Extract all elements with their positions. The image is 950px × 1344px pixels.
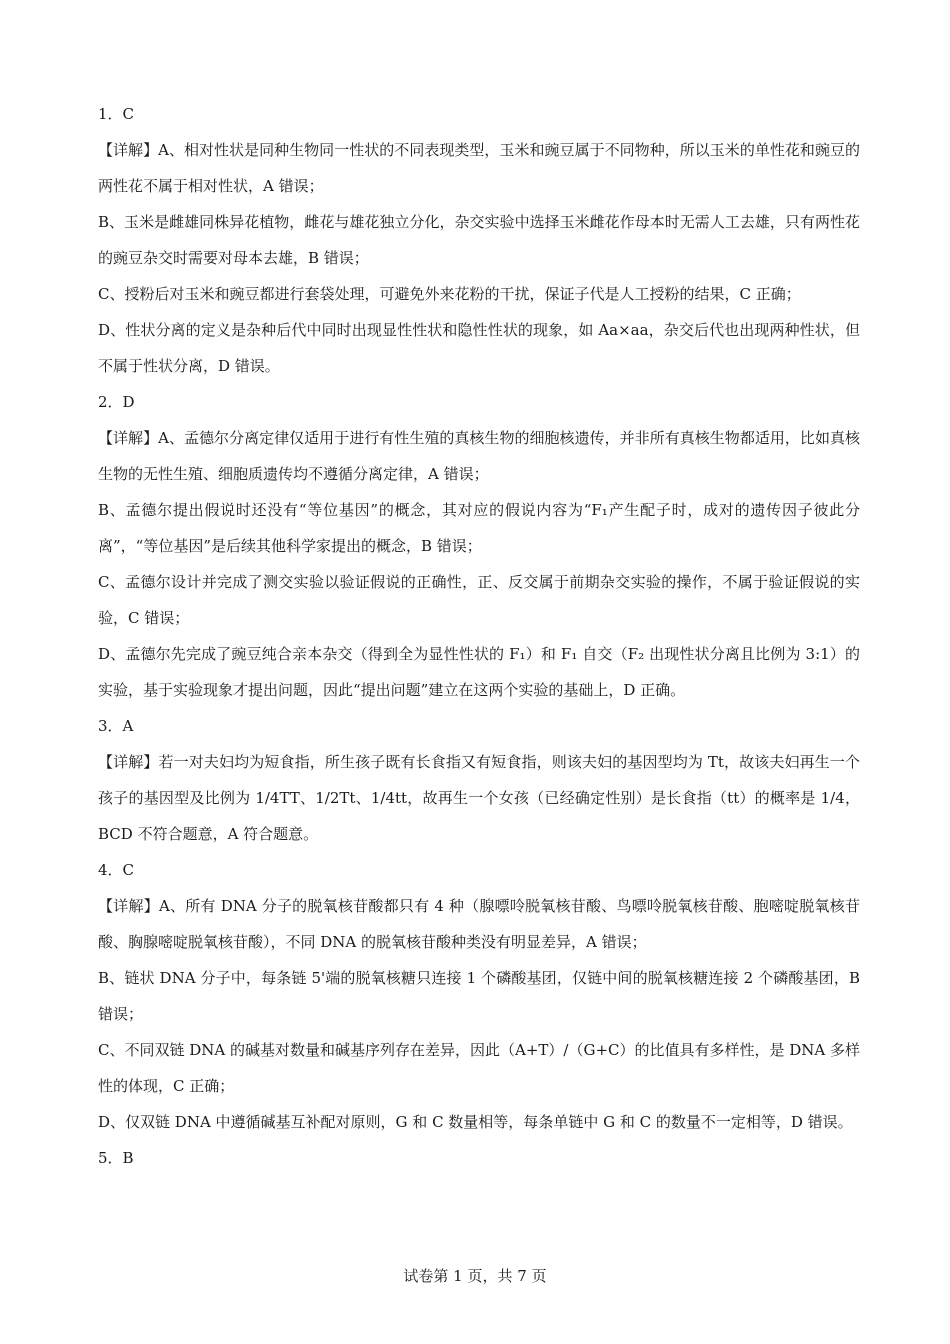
explanation-q4-b: B、链状 DNA 分子中，每条链 5'端的脱氧核糖只连接 1 个磷酸基团，仅链中间的脱氧核糖连接 2 个磷酸基团，B 错误；	[98, 969, 860, 1023]
answer-q3: 3．A	[98, 717, 134, 735]
answer-q5: 5．B	[98, 1149, 134, 1167]
explanation-q4-d: D、仅双链 DNA 中遵循碱基互补配对原则，G 和 C 数量相等，每条单链中 G 和 C 的数量不一定相等，D 错误。	[98, 1113, 853, 1131]
explanation-q1-b: B、玉米是雌雄同株异花植物，雌花与雄花独立分化，杂交实验中选择玉米雌花作母本时无需人工去雄，只有两性花的豌豆杂交时需要对母本去雄，B 错误；	[98, 213, 860, 267]
explanation-q2-c: C、孟德尔设计并完成了测交实验以验证假说的正确性，正、反交属于前期杂交实验的操作，不属于验证假说的实验，C 错误；	[98, 573, 860, 627]
explanation-q1-d: D、性状分离的定义是杂种后代中同时出现显性性状和隐性性状的现象，如 Aa×aa，杂交后代也出现两种性状，但不属于性状分离，D 错误。	[98, 321, 860, 375]
explanation-q3: 【详解】若一对夫妇均为短食指，所生孩子既有长食指又有短食指，则该夫妇的基因型均为 Tt，故该夫妇再生一个孩子的基因型及比例为 1/4TT、1/2Tt、1/4tt，故再生一个女孩（已经确定性别）是长食指（tt）的概率是 1/4，BCD 不符合题意，A 符合题意。	[98, 753, 860, 843]
answer-q2: 2．D	[98, 393, 135, 411]
answer-q4: 4．C	[98, 861, 135, 879]
explanation-q2-b: B、孟德尔提出假说时还没有“等位基因”的概念，其对应的假说内容为“F₁产生配子时，成对的遗传因子彼此分离”，“等位基因”是后续其他科学家提出的概念，B 错误；	[98, 501, 860, 555]
answer-q1: 1．C	[98, 105, 135, 123]
explanation-q2-d: D、孟德尔先完成了豌豆纯合亲本杂交（得到全为显性性状的 F₁）和 F₁ 自交（F₂ 出现性状分离且比例为 3:1）的实验，基于实验现象才提出问题，因此“提出问题”建立在这两个实验的基础上，D 正确。	[98, 645, 860, 699]
explanation-q2-a: 【详解】A、孟德尔分离定律仅适用于进行有性生殖的真核生物的细胞核遗传，并非所有真核生物都适用，比如真核生物的无性生殖、细胞质遗传均不遵循分离定律，A 错误；	[98, 429, 860, 483]
explanation-q4-a: 【详解】A、所有 DNA 分子的脱氧核苷酸都只有 4 种（腺嘌呤脱氧核苷酸、鸟嘌呤脱氧核苷酸、胞嘧啶脱氧核苷酸、胸腺嘧啶脱氧核苷酸），不同 DNA 的脱氧核苷酸种类没有明显差异，A 错误；	[98, 897, 860, 951]
answer-key-content	[98, 96, 860, 1176]
explanation-q4-c: C、不同双链 DNA 的碱基对数量和碱基序列存在差异，因此（A+T）/（G+C）的比值具有多样性，是 DNA 多样性的体现，C 正确；	[98, 1041, 861, 1095]
explanation-q1-c: C、授粉后对玉米和豌豆都进行套袋处理，可避免外来花粉的干扰，保证子代是人工授粉的结果，C 正确；	[98, 285, 801, 303]
explanation-q1-a: 【详解】A、相对性状是同种生物同一性状的不同表现类型，玉米和豌豆属于不同物种，所以玉米的单性花和豌豆的两性花不属于相对性状，A 错误；	[98, 141, 860, 195]
page-footer: 试卷第 1 页，共 7 页	[403, 1267, 547, 1285]
